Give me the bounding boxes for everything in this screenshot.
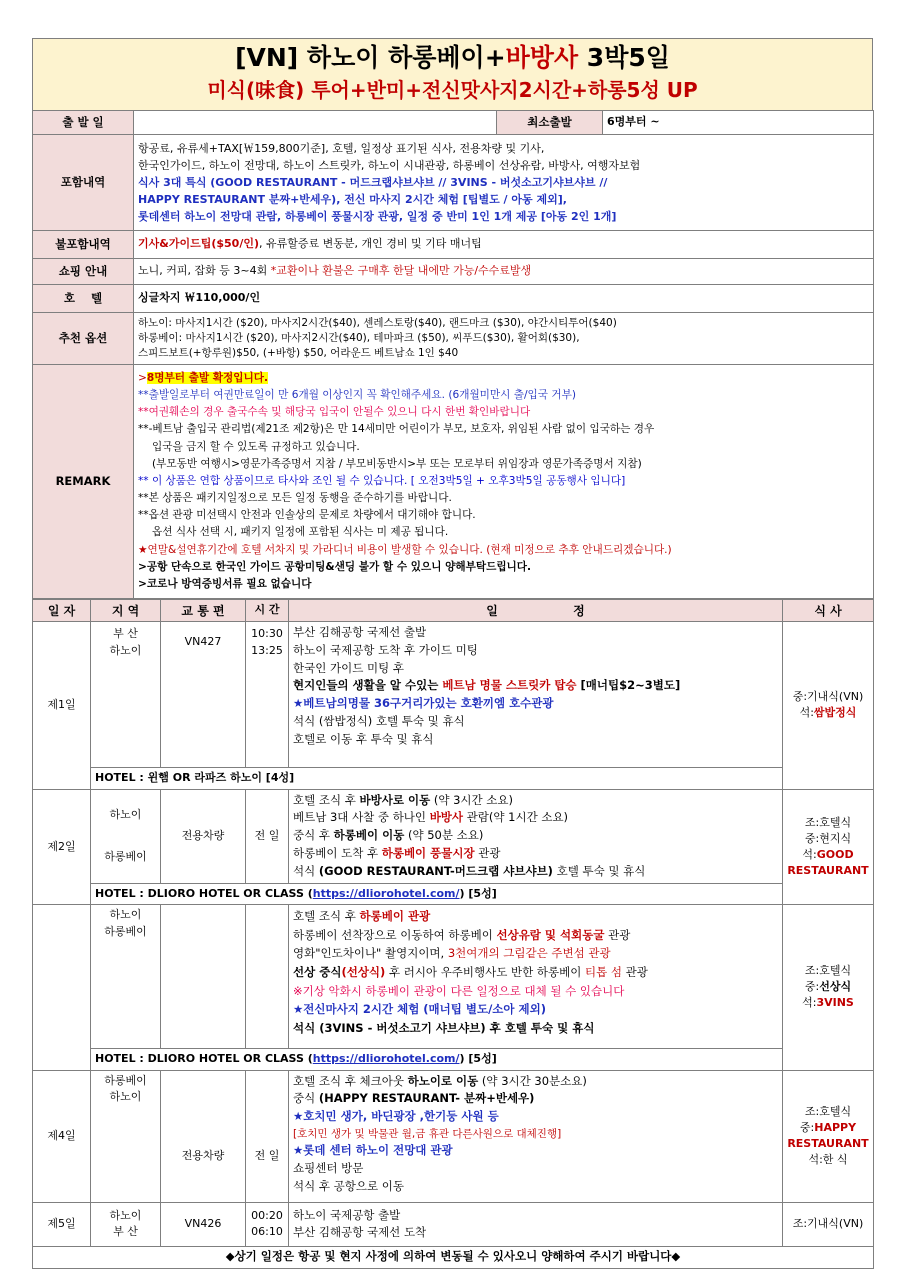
meal-prefix: 중: xyxy=(799,1121,815,1135)
day-region xyxy=(91,905,161,1049)
exclude-label: 불포함내역 xyxy=(33,231,134,259)
remark-line: ★연말&설연휴기간에 호텔 서차지 및 가라디너 비용이 발생할 수 있습니다. (현재 미정으로 추후 안내드리겠습니다.) xyxy=(138,543,672,556)
schedule-text: 베트남 3대 사찰 중 하나인 xyxy=(293,810,430,825)
day-meal xyxy=(783,622,874,790)
meal-prefix: 석: xyxy=(802,996,817,1010)
day-schedule xyxy=(289,622,783,768)
remark-line: ** 이 상품은 연합 상품이므로 타사와 조인 될 수 있습니다. [ 오전3박5일 + 오후3박5일 공동행사 입니다] xyxy=(138,474,626,487)
remark-line: **-베트남 출입국 관리법(제21조 제2항)은 만 14세미만 어린이가 부모, 보호자, 위임된 사람 없이 입국하는 경우 xyxy=(138,423,655,436)
header-time: 시 간 xyxy=(246,600,289,622)
exclude-content xyxy=(134,231,874,259)
hotel-link[interactable]: https://dliorohotel.com/ xyxy=(312,1052,460,1066)
schedule-bold: 바방사로 이동 xyxy=(359,792,431,807)
remark-line xyxy=(138,370,869,387)
schedule-line: 부산 김해공항 국제선 도착 xyxy=(293,1225,427,1240)
meal-lunch: 중:기내식(VN) xyxy=(792,690,864,704)
departure-label: 출 발 일 xyxy=(33,111,134,135)
schedule-table xyxy=(32,599,874,1269)
day-time: 전 일 xyxy=(246,1070,289,1202)
schedule-highlight: 3천여개의 그림같은 주변섬 관광 xyxy=(447,946,611,961)
day-schedule xyxy=(289,789,783,883)
day-time xyxy=(246,622,289,768)
schedule-text: 관광 xyxy=(621,964,648,979)
remark-line: 옵션 식사 선택 시, 패키지 일정에 포함된 식사는 미 제공 됩니다. xyxy=(152,526,449,539)
schedule-text: 석식 xyxy=(293,863,319,878)
meal-lunch: 중:현지식 xyxy=(804,831,852,845)
day-transport: 전용차량 xyxy=(161,789,246,883)
schedule-text: (약 3시간 30분소요) xyxy=(478,1073,587,1088)
schedule-bold: (HAPPY RESTAURANT- 분짜+반세우) xyxy=(318,1091,535,1106)
schedule-text: 영화"인도차이나" 촬영지이며, xyxy=(293,946,448,961)
exclude-rest: , 유류할증료 변동분, 개인 경비 및 기타 매너팁 xyxy=(259,237,482,251)
remark-content xyxy=(134,365,874,599)
schedule-highlight: 티톱 섬 xyxy=(584,964,622,979)
schedule-line xyxy=(293,907,778,926)
meal-special: HAPPY RESTAURANT xyxy=(787,1121,869,1151)
hotel-info: HOTEL : 윈햄 OR 라파즈 하노이 [4성] xyxy=(91,768,783,790)
schedule-line xyxy=(293,944,778,963)
schedule-line xyxy=(293,863,778,881)
option-line: 스피드보트(+항루원)$50, (+바항) $50, 어라운드 베트남쇼 1인 $40 xyxy=(138,346,459,359)
shopping-label: 쇼핑 안내 xyxy=(33,259,134,285)
include-label: 포함내역 xyxy=(33,135,134,231)
header-transport: 교 통 편 xyxy=(161,600,246,622)
schedule-line: 석식 (3VINS - 버섯소고기 샤브샤브) 후 호텔 투숙 및 휴식 xyxy=(293,1020,595,1035)
title-part: 3박5일 xyxy=(578,43,670,72)
schedule-highlight: 하롱베이 풍물시장 xyxy=(381,845,475,860)
region-to: 하노이 xyxy=(109,643,142,657)
option-line: 하노이: 마사지1시간 ($20), 마사지2시간($40), 센레스토랑($40), 랜드마크 ($30), 야간시티투어($40) xyxy=(138,317,617,330)
day-region xyxy=(91,789,161,883)
day-transport: VN426 xyxy=(161,1202,246,1246)
schedule-line: 하노이 국제공항 도착 후 가이드 미팅 xyxy=(293,642,478,657)
schedule-text: [매너팁$2~3별도] xyxy=(576,678,681,693)
time-depart: 00:20 xyxy=(251,1208,283,1222)
meal-special: GOOD RESTAURANT xyxy=(787,847,869,877)
meal-special: 쌈밥정식 xyxy=(813,706,857,720)
meal-breakfast: 조:호텔식 xyxy=(804,964,852,978)
remark-line: 입국을 금지 할 수 있도록 규정하고 있습니다. xyxy=(152,440,360,453)
day-time xyxy=(246,905,289,1049)
meal-lunch xyxy=(783,1120,873,1152)
time-arrive: 13:25 xyxy=(251,643,283,657)
hotel-link[interactable]: https://dliorohotel.com/ xyxy=(312,886,460,900)
hotel-info xyxy=(91,1049,783,1071)
hotel-text: ) [5성] xyxy=(459,886,497,900)
meal-special: 3VINS xyxy=(816,996,854,1010)
schedule-text: (약 3시간 소요) xyxy=(430,792,513,807)
day-meal xyxy=(783,789,874,905)
schedule-line: 쇼핑센터 방문 xyxy=(293,1161,364,1176)
day-label: 제4일 xyxy=(33,1070,91,1202)
time-arrive: 06:10 xyxy=(251,1225,283,1239)
day-region xyxy=(91,622,161,768)
schedule-line xyxy=(293,845,778,863)
time-depart: 10:30 xyxy=(251,627,283,640)
region-to: 하롱베이 xyxy=(104,924,147,938)
main-title xyxy=(33,41,872,75)
schedule-text: 호텔 조식 후 체크아웃 xyxy=(293,1073,408,1088)
schedule-text: 하롱베이 선착장으로 이동하여 하롱베이 xyxy=(293,927,497,942)
remark-label: REMARK xyxy=(33,365,134,599)
title-part: [VN] 하노이 하롱베이+ xyxy=(235,43,506,72)
meal-lunch xyxy=(783,979,873,995)
schedule-text: 하롱베이 도착 후 xyxy=(293,845,382,860)
shopping-notice: *교환이나 환불은 구매후 한달 내에만 가능/수수료발생 xyxy=(270,264,532,278)
schedule-bold: 하노이로 이동 xyxy=(407,1073,479,1088)
day-transport: VN427 xyxy=(161,622,246,768)
options-label: 추천 옵션 xyxy=(33,313,134,365)
schedule-highlight: 하롱베이 관광 xyxy=(359,909,431,924)
schedule-highlight: 베트남 명물 스트릿카 탑승 xyxy=(442,678,577,693)
meal-dinner: 석:한 식 xyxy=(808,1153,848,1166)
meal-prefix: 중: xyxy=(804,980,820,994)
sub-title: 미식(味食) 투어+반미+전신맛사지2시간+하롱5성 UP xyxy=(207,78,698,102)
schedule-text: (약 50분 소요) xyxy=(404,828,484,843)
region-to: 하노이 xyxy=(109,1090,142,1104)
schedule-line: 석식 (쌈밥정식) 호텔 투숙 및 휴식 xyxy=(293,714,465,729)
itinerary-document xyxy=(32,38,873,1269)
day-label xyxy=(33,905,91,1071)
schedule-line xyxy=(293,677,778,695)
day-time: 전 일 xyxy=(246,789,289,883)
meal-dinner xyxy=(783,847,873,879)
meal-dinner xyxy=(783,995,873,1011)
min-departure-label: 최소출발 xyxy=(497,111,603,135)
region-from: 하노이 xyxy=(109,1208,142,1222)
remark-highlight: 8명부터 출발 확정입니다. xyxy=(146,371,268,384)
include-meal-line: 식사 3대 특식 (GOOD RESTAURANT - 머드크랩샤브샤브 // 3VINS - 버섯소고기샤브샤브 // xyxy=(138,175,608,189)
header-itinerary: 일 정 xyxy=(289,600,783,622)
schedule-text: 후 러시아 우주비행사도 반한 하롱베이 xyxy=(385,964,585,979)
schedule-text: 관광 xyxy=(474,845,501,860)
schedule-line: 석식 후 공항으로 이동 xyxy=(293,1178,404,1193)
schedule-bold: 하롱베이 이동 xyxy=(333,828,405,843)
day-region xyxy=(91,1070,161,1202)
schedule-line xyxy=(293,827,778,845)
include-meal-line: HAPPY RESTAURANT 분짜+반세우), 전신 마사지 2시간 체험 [팁별도 / 아동 제외], xyxy=(138,193,567,207)
departure-value xyxy=(134,111,497,135)
header-meal: 식 사 xyxy=(783,600,874,622)
meal-prefix: 석: xyxy=(799,706,814,720)
schedule-bold: (GOOD RESTAURANT-머드크랩 샤브샤브) xyxy=(318,863,553,878)
region-from: 하롱베이 xyxy=(104,1073,147,1087)
remark-line: >공항 단속으로 한국인 가이드 공항미팅&샌딩 불가 할 수 있으니 양해부탁드립니다. xyxy=(138,560,532,573)
region-from: 하노이 xyxy=(109,908,142,922)
schedule-line xyxy=(293,926,778,945)
schedule-text: 중식 후 xyxy=(293,828,334,843)
hotel-info xyxy=(91,883,783,905)
day-time xyxy=(246,1202,289,1246)
hotel-text: HOTEL : DLIORO HOTEL OR CLASS ( xyxy=(95,886,313,900)
schedule-highlight: 선상유람 및 석회동굴 xyxy=(496,927,605,942)
day-meal: 조:기내식(VN) xyxy=(783,1202,874,1246)
schedule-text: 중식 xyxy=(293,1091,319,1106)
schedule-line: ★호치민 생가, 바딘광장 ,한기둥 사원 등 xyxy=(293,1109,499,1124)
schedule-text: 관람(약 1시간 소요) xyxy=(463,810,569,825)
day-label: 제5일 xyxy=(33,1202,91,1246)
schedule-line xyxy=(293,809,778,827)
include-line: 항공료, 유류세+TAX[￦159,800기준], 호텔, 일정상 표기된 식사, 전용차량 및 기사, xyxy=(138,141,545,155)
day-schedule xyxy=(289,1202,783,1246)
min-departure-value: 6명부터 ~ xyxy=(603,111,874,135)
region-to: 하롱베이 xyxy=(104,850,147,864)
hotel-label: 호 텔 xyxy=(33,285,134,313)
schedule-line xyxy=(293,963,778,982)
day-label: 제2일 xyxy=(33,789,91,905)
schedule-line: ★베트남의명물 36구거리가있는 호환끼엠 호수관광 xyxy=(293,696,554,711)
shopping-text: 노니, 커피, 잡화 등 3~4회 xyxy=(138,264,271,278)
region-from: 하노이 xyxy=(109,807,142,821)
day-meal xyxy=(783,1070,874,1202)
meal-prefix: 석: xyxy=(802,847,817,861)
day-transport: 전용차량 xyxy=(161,1070,246,1202)
meal-breakfast: 조:호텔식 xyxy=(804,1105,852,1119)
day-schedule xyxy=(289,1070,783,1202)
title-highlight: 바방사 xyxy=(505,43,579,72)
schedule-text: 호텔 투숙 및 휴식 xyxy=(552,863,646,878)
include-meal-line: 롯데센터 하노이 전망대 관람, 하롱베이 풍물시장 관광, 일정 중 반미 1인 1개 제공 [아동 2인 1개] xyxy=(138,210,617,224)
schedule-line xyxy=(293,1073,778,1091)
schedule-line: [호치민 생가 및 박물관 월,금 휴관 다른사원으로 대체진행] xyxy=(293,1128,562,1140)
title-box xyxy=(32,38,873,110)
remark-line: **본 상품은 패키지일정으로 모든 일정 동행을 준수하기를 바랍니다. xyxy=(138,492,452,505)
day-region xyxy=(91,1202,161,1246)
schedule-highlight: (선상식) xyxy=(341,964,386,979)
info-table xyxy=(32,110,874,599)
hotel-text: HOTEL : DLIORO HOTEL OR CLASS ( xyxy=(95,1052,313,1066)
remark-prefix: > xyxy=(138,371,147,384)
include-content xyxy=(134,135,874,231)
region-to: 부 산 xyxy=(113,1225,138,1239)
hotel-text: ) [5성] xyxy=(459,1052,497,1066)
day-schedule xyxy=(289,905,783,1049)
schedule-line: 부산 김해공항 국제선 출발 xyxy=(293,625,427,639)
schedule-text: 현지인들의 생활을 알 수있는 xyxy=(293,678,443,693)
schedule-line: 호텔로 이동 후 투숙 및 휴식 xyxy=(293,731,434,746)
include-line: 한국인가이드, 하노이 전망대, 하노이 스트릿카, 하노이 시내관광, 하롱베이 선상유람, 바방사, 여행자보험 xyxy=(138,158,641,172)
schedule-bold: 선상 중식 xyxy=(293,964,342,979)
schedule-text: 호텔 조식 후 xyxy=(293,909,360,924)
region-from: 부 산 xyxy=(113,627,138,640)
schedule-line: ★롯데 센터 하노이 전망대 관광 xyxy=(293,1143,453,1158)
schedule-line: 한국인 가이드 미팅 후 xyxy=(293,660,404,675)
exclude-tip: 기사&가이드팁($50/인) xyxy=(138,237,260,251)
hotel-charge: 싱글차지 ￦110,000/인 xyxy=(134,285,874,313)
schedule-line: 하노이 국제공항 출발 xyxy=(293,1207,401,1222)
schedule-line xyxy=(293,1090,778,1108)
remark-line: >코로나 방역증빙서류 필요 없습니다 xyxy=(138,577,312,590)
schedule-line xyxy=(293,792,778,810)
schedule-highlight: 바방사 xyxy=(429,810,464,825)
header-region: 지 역 xyxy=(91,600,161,622)
remark-line: **출발일로부터 여권만료일이 만 6개월 이상인지 꼭 확인해주세요. (6개월미만시 출/입국 거부) xyxy=(138,389,576,402)
footer-notice: ◆상기 일정은 항공 및 현지 사정에 의하여 변동될 수 있사오니 양해하여 주시기 바랍니다◆ xyxy=(33,1246,874,1268)
meal-special: 선상식 xyxy=(819,980,852,994)
meal-dinner xyxy=(783,705,873,721)
remark-line: **옵션 관광 미선택시 안전과 인솔상의 문제로 차량에서 대기해야 합니다. xyxy=(138,509,476,522)
schedule-line: ★전신마사지 2시간 체험 (매너팁 별도/소아 제외) xyxy=(293,1002,547,1017)
remark-line: (부모동반 여행시>영문가족증명서 지참 / 부모비동반시>부 또는 모로부터 위임장과 영문가족증명서 지참) xyxy=(152,457,642,470)
day-label: 제1일 xyxy=(33,622,91,790)
schedule-line: ※기상 악화시 하롱베이 관광이 다른 일정으로 대체 될 수 있습니다 xyxy=(293,983,625,998)
day-transport xyxy=(161,905,246,1049)
remark-line: **여권훼손의 경우 출국수속 및 해당국 입국이 안될수 있으니 다시 한번 확인바랍니다 xyxy=(138,406,531,419)
header-day: 일 자 xyxy=(33,600,91,622)
shopping-content xyxy=(134,259,874,285)
day-meal xyxy=(783,905,874,1071)
meal-breakfast: 조:호텔식 xyxy=(804,815,852,829)
options-content xyxy=(134,313,874,365)
schedule-text: 관광 xyxy=(604,927,631,942)
schedule-text: 호텔 조식 후 xyxy=(293,792,360,807)
option-line: 하롱베이: 마사지1시간 ($20), 마사지2시간($40), 테마파크 ($50), 씨푸드($30), 활어회($30), xyxy=(138,332,580,345)
